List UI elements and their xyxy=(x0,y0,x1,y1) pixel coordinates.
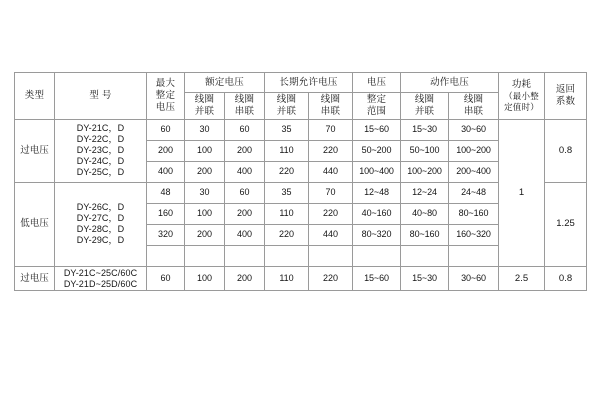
cell-rated-parallel: 100 xyxy=(185,140,225,161)
header-power-line-3: 定值时） xyxy=(504,101,539,112)
cell-long-parallel: 220 xyxy=(265,161,309,182)
header-rated-series-line-2: 串联 xyxy=(234,105,255,117)
header-long-parallel-line-2: 并联 xyxy=(276,105,297,117)
cell-long-series: 440 xyxy=(309,224,353,245)
cell-setting-range: 80~320 xyxy=(353,224,401,245)
group-models-3 xyxy=(55,266,147,291)
cell-max: 60 xyxy=(147,266,185,291)
header-power xyxy=(499,73,545,120)
cell-action-parallel: 80~160 xyxy=(401,224,449,245)
cell-max: 160 xyxy=(147,203,185,224)
cell-empty-action-series xyxy=(449,245,499,266)
header-action-parallel-line-1: 线圈 xyxy=(414,94,435,105)
header-rated-coil-parallel xyxy=(185,93,225,120)
cell-action-series: 24~48 xyxy=(449,182,499,203)
cell-empty-setting-range xyxy=(353,245,401,266)
cell-rated-series: 200 xyxy=(225,203,265,224)
cell-rated-parallel: 100 xyxy=(185,203,225,224)
cell-empty-action-parallel xyxy=(401,245,449,266)
model-item: DY-28C，D xyxy=(76,224,125,235)
cell-rated-series: 60 xyxy=(225,119,265,140)
cell-empty-long-series xyxy=(309,245,353,266)
cell-rated-series: 400 xyxy=(225,161,265,182)
model-item: DY-27C，D xyxy=(76,213,125,224)
cell-rated-series: 60 xyxy=(225,182,265,203)
table-header xyxy=(15,73,587,120)
cell-long-parallel: 35 xyxy=(265,119,309,140)
model-item: DY-21D~25D/60C xyxy=(63,278,138,289)
cell-max: 400 xyxy=(147,161,185,182)
header-rated-parallel-line-2: 并联 xyxy=(194,105,215,117)
cell-long-parallel: 110 xyxy=(265,266,309,291)
cell-action-series: 80~160 xyxy=(449,203,499,224)
cell-rated-parallel: 200 xyxy=(185,224,225,245)
cell-long-parallel: 110 xyxy=(265,140,309,161)
cell-setting-range: 50~200 xyxy=(353,140,401,161)
cell-action-parallel: 15~30 xyxy=(401,119,449,140)
header-max-setting-voltage xyxy=(147,73,185,120)
header-action-parallel-line-2: 并联 xyxy=(414,105,435,117)
cell-empty-rated-parallel xyxy=(185,245,225,266)
cell-long-series: 220 xyxy=(309,140,353,161)
header-setting-range xyxy=(353,93,401,120)
model-item: DY-21C~25C/60C xyxy=(63,267,138,278)
header-rated-parallel-line-1: 线圈 xyxy=(194,94,215,105)
header-rated-voltage: 额定电压 xyxy=(185,73,265,93)
header-power-line-2: （最小整 xyxy=(504,91,539,102)
cell-max: 48 xyxy=(147,182,185,203)
cell-rated-parallel: 100 xyxy=(185,266,225,291)
cell-max: 60 xyxy=(147,119,185,140)
header-setting-range-line-1: 整定 xyxy=(366,94,387,105)
header-return-line-1: 返回 xyxy=(555,84,576,95)
cell-action-parallel: 50~100 xyxy=(401,140,449,161)
cell-setting-range: 12~48 xyxy=(353,182,401,203)
header-long-series-line-1: 线圈 xyxy=(320,94,341,105)
cell-action-parallel: 100~200 xyxy=(401,161,449,182)
cell-rated-parallel: 30 xyxy=(185,182,225,203)
header-action-coil-series xyxy=(449,93,499,120)
model-item: DY-26C，D xyxy=(76,202,125,213)
header-model: 型 号 xyxy=(55,73,147,120)
header-action-coil-parallel xyxy=(401,93,449,120)
cell-action-series: 200~400 xyxy=(449,161,499,182)
header-rated-series-line-1: 线圈 xyxy=(234,94,255,105)
model-item: DY-21C，D xyxy=(76,123,125,134)
group-type-overvoltage-1: 过电压 xyxy=(15,119,55,182)
cell-setting-range: 40~160 xyxy=(353,203,401,224)
cell-rated-parallel: 200 xyxy=(185,161,225,182)
model-item: DY-23C，D xyxy=(76,145,125,156)
cell-rated-parallel: 30 xyxy=(185,119,225,140)
header-type: 类型 xyxy=(15,73,55,120)
cell-empty-max xyxy=(147,245,185,266)
cell-long-series: 440 xyxy=(309,161,353,182)
header-setting-range-line-2: 范围 xyxy=(366,105,387,117)
cell-long-parallel: 220 xyxy=(265,224,309,245)
header-max-line-2: 整定 xyxy=(155,89,176,101)
cell-long-series: 70 xyxy=(309,182,353,203)
model-item: DY-29C，D xyxy=(76,235,125,245)
cell-setting-range: 15~60 xyxy=(353,119,401,140)
table-row xyxy=(15,266,587,291)
model-item: DY-22C，D xyxy=(76,134,125,145)
cell-action-series: 30~60 xyxy=(449,119,499,140)
table-row xyxy=(15,119,587,140)
cell-rated-series: 200 xyxy=(225,140,265,161)
relay-specification-table xyxy=(14,72,587,291)
cell-action-series: 100~200 xyxy=(449,140,499,161)
cell-action-series: 160~320 xyxy=(449,224,499,245)
cell-rated-series: 400 xyxy=(225,224,265,245)
cell-power-1: 1 xyxy=(499,119,545,266)
cell-long-series: 70 xyxy=(309,119,353,140)
cell-long-series: 220 xyxy=(309,203,353,224)
header-rated-coil-series xyxy=(225,93,265,120)
header-long-coil-parallel xyxy=(265,93,309,120)
header-long-term-allowed-voltage: 长期允许电压 xyxy=(265,73,353,93)
cell-long-parallel: 110 xyxy=(265,203,309,224)
header-long-series-line-2: 串联 xyxy=(320,105,341,117)
cell-long-parallel: 35 xyxy=(265,182,309,203)
header-long-coil-series xyxy=(309,93,353,120)
header-power-line-1: 功耗 xyxy=(511,79,532,91)
cell-power-3: 2.5 xyxy=(499,266,545,291)
header-max-line-3: 电压 xyxy=(155,101,176,113)
group-type-overvoltage-2: 过电压 xyxy=(15,266,55,291)
header-return-line-2: 系数 xyxy=(555,95,576,107)
cell-empty-long-parallel xyxy=(265,245,309,266)
cell-setting-range: 15~60 xyxy=(353,266,401,291)
model-item: DY-24C，D xyxy=(76,156,125,167)
header-max-line-1: 最大 xyxy=(155,78,176,90)
cell-return-coefficient-1: 0.8 xyxy=(545,119,587,182)
cell-rated-series: 200 xyxy=(225,266,265,291)
header-action-voltage: 动作电压 xyxy=(401,73,499,93)
table-body xyxy=(15,119,587,291)
group-models-2 xyxy=(55,182,147,266)
header-voltage: 电压 xyxy=(353,73,401,93)
cell-max: 200 xyxy=(147,140,185,161)
cell-return-coefficient-3: 0.8 xyxy=(545,266,587,291)
cell-max: 320 xyxy=(147,224,185,245)
cell-empty-rated-series xyxy=(225,245,265,266)
header-action-series-line-1: 线圈 xyxy=(463,94,484,105)
header-return-coefficient xyxy=(545,73,587,120)
group-models-1 xyxy=(55,119,147,182)
cell-action-parallel: 12~24 xyxy=(401,182,449,203)
model-item: DY-25C，D xyxy=(76,166,125,177)
cell-setting-range: 100~400 xyxy=(353,161,401,182)
cell-return-coefficient-2: 1.25 xyxy=(545,182,587,266)
header-action-series-line-2: 串联 xyxy=(463,105,484,117)
cell-action-parallel: 15~30 xyxy=(401,266,449,291)
header-row-1 xyxy=(15,73,587,93)
cell-action-series: 30~60 xyxy=(449,266,499,291)
header-long-parallel-line-1: 线圈 xyxy=(276,94,297,105)
cell-action-parallel: 40~80 xyxy=(401,203,449,224)
cell-long-series: 220 xyxy=(309,266,353,291)
group-type-undervoltage: 低电压 xyxy=(15,182,55,266)
